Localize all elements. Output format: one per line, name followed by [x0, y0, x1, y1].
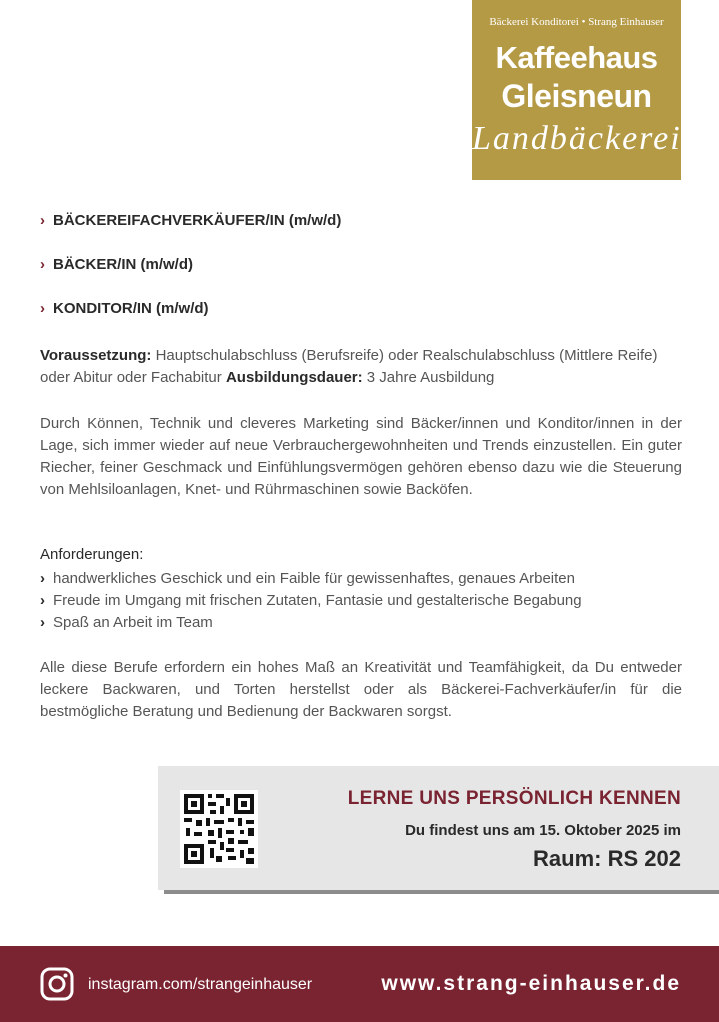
label-voraussetzung: Voraussetzung: — [40, 347, 152, 364]
label-ausbildungsdauer: Ausbildungsdauer: — [225, 369, 363, 386]
job-item — [40, 300, 341, 344]
contact-box — [158, 766, 719, 890]
intro-paragraph: Durch Können, Technik und cleveres Marketing sind Bäcker/innen und Konditor/innen in der Lage, sich immer wieder auf neue Verbrauchergewohnheiten und Trends einzustellen. Ein guter Riecher, feiner Geschmack und Einfühlungsvermögen gehören ebenso dazu wie die Steuerung von Mehlsiloanlagen, Knet- und Rührmaschinen sowie Backöfen. — [40, 415, 682, 498]
job-item — [40, 256, 341, 300]
logo-script-text: Landbäckerei — [472, 120, 682, 157]
list-item-text: handwerkliches Geschick und ein Faible für gewissenhaftes, genaues Arbeiten — [53, 570, 575, 587]
text-ausbildungsdauer: 3 Jahre Ausbildung — [362, 369, 495, 386]
anforderungen-title: Anforderungen: — [40, 546, 144, 563]
brand-logo — [472, 0, 681, 180]
chevron-right-icon: › — [40, 592, 45, 609]
list-item-text: Freude im Umgang mit frischen Zutaten, Fantasie und gestalterische Begabung — [53, 592, 582, 609]
closing-paragraph: Alle diese Berufe erfordern ein hohes Maß an Kreativität und Teamfähigkeit, da Du entweder leckere Backwaren, und Torten herstellst oder als Bäckerei-Fachverkäufer/in für die bestmögliche Beratung und Bedienung der Backwaren sorgst. — [40, 659, 682, 720]
job-list — [40, 212, 341, 344]
logo-main-text: Kaffeehaus — [495, 40, 658, 75]
contact-room: Raum: RS 202 — [533, 846, 681, 871]
text-voraussetzung: Hauptschulabschluss (Berufsreife) oder Realschulabschluss (Mittlere Reife) oder Abitur oder Fachabitur — [40, 347, 658, 386]
job-title: BÄCKER/IN (m/w/d) — [53, 256, 193, 273]
chevron-right-icon: › — [40, 256, 45, 273]
website-link[interactable]: www.strang-einhauser.de — [381, 972, 681, 995]
instagram-link[interactable]: instagram.com/strangeinhauser — [88, 976, 313, 993]
instagram-icon[interactable] — [40, 967, 74, 1001]
job-item — [40, 212, 341, 256]
list-item-text: Spaß an Arbeit im Team — [53, 614, 213, 631]
qr-code-icon[interactable] — [180, 790, 258, 868]
chevron-right-icon: › — [40, 570, 45, 587]
logo-subtitle: Bäckerei Konditorei • Strang Einhauser — [489, 16, 664, 28]
contact-date: Du findest uns am 15. Oktober 2025 im — [405, 822, 681, 839]
list-item — [40, 590, 582, 612]
anforderungen-list — [40, 568, 582, 634]
chevron-right-icon: › — [40, 614, 45, 631]
logo-second-text: Gleisneun — [501, 78, 652, 114]
chevron-right-icon: › — [40, 212, 45, 229]
requirements-paragraph — [40, 345, 682, 389]
job-title: KONDITOR/IN (m/w/d) — [53, 300, 209, 317]
contact-title: LERNE UNS PERSÖNLICH KENNEN — [347, 788, 681, 809]
job-title: BÄCKEREIFACHVERKÄUFER/IN (m/w/d) — [53, 212, 342, 229]
list-item — [40, 612, 582, 634]
list-item — [40, 568, 582, 590]
footer — [0, 946, 719, 1022]
chevron-right-icon: › — [40, 300, 45, 317]
